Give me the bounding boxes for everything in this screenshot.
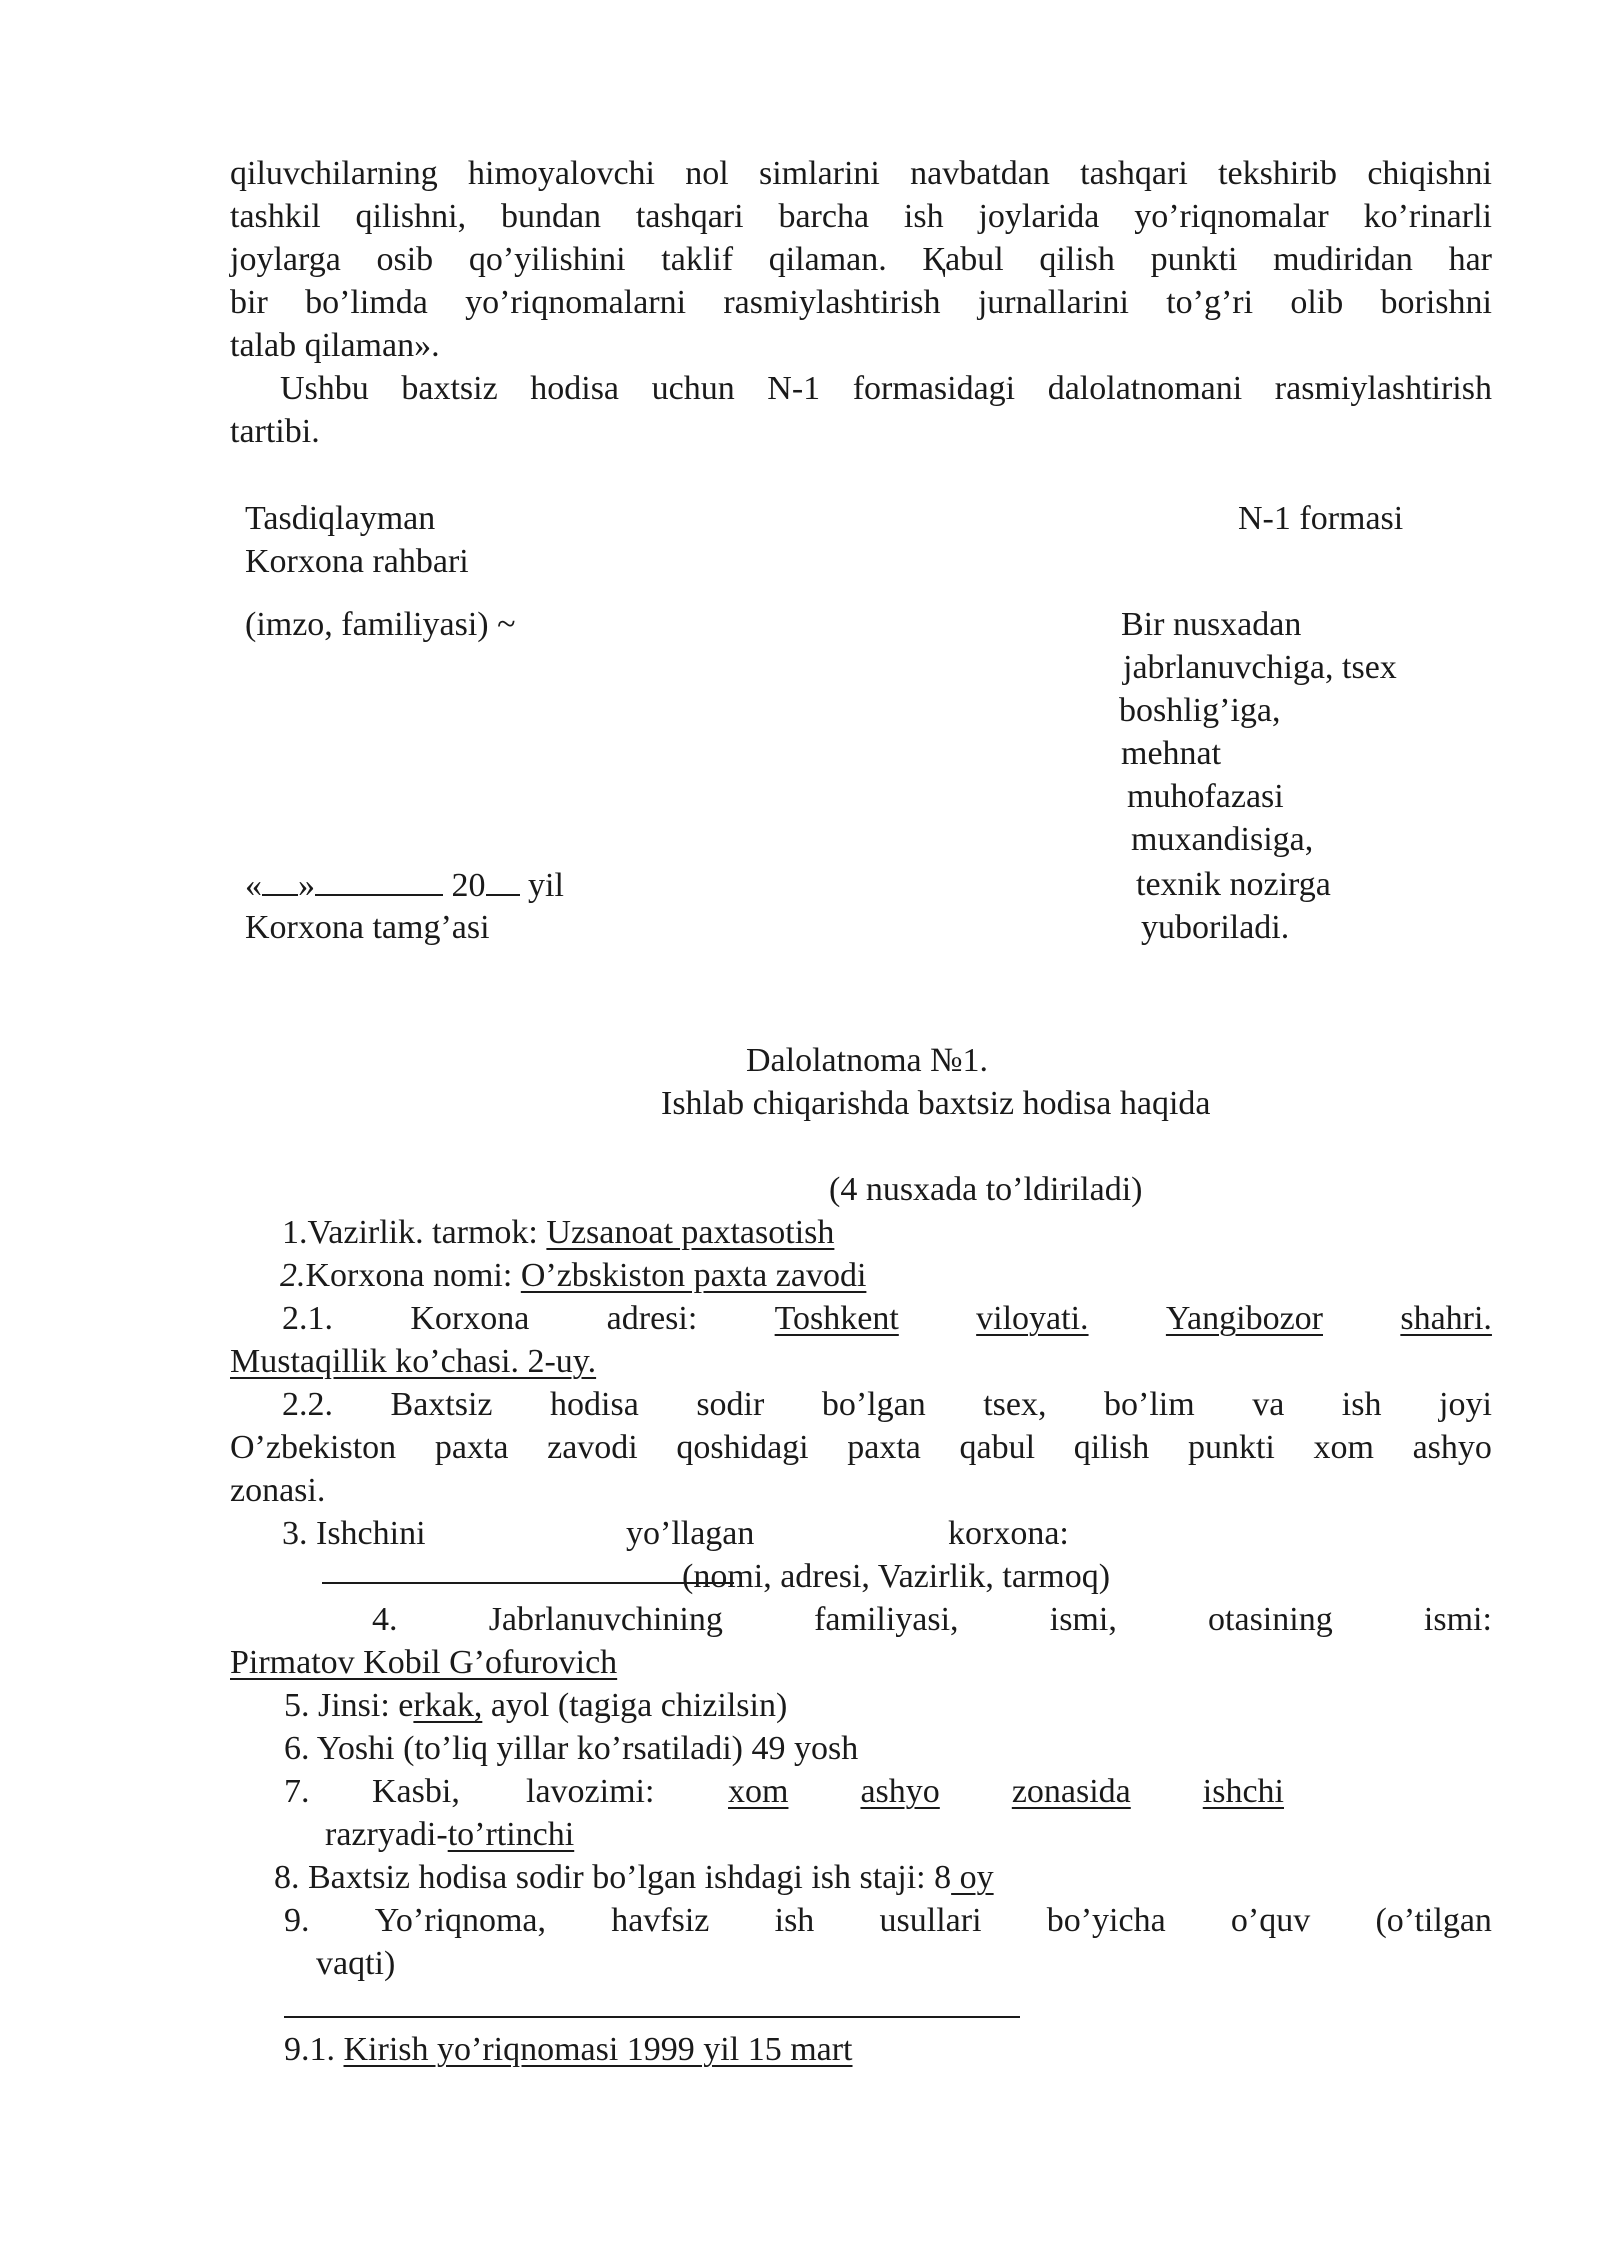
- item-4-w0: 4.: [372, 1601, 398, 1638]
- item-2-2-w2: hodisa: [550, 1386, 639, 1423]
- item-7-v1: ashyo: [860, 1773, 940, 1810]
- item-7-number: 7.: [284, 1773, 310, 1810]
- item-2-2-line-2: [230, 1431, 1492, 1465]
- enterprise-address-label-2: adresi:: [606, 1300, 698, 1337]
- date-open-quote: «: [245, 867, 262, 904]
- item-9: [284, 1904, 1492, 1938]
- induction-label: 9.1.: [284, 2031, 344, 2068]
- address-city-word: shahri.: [1400, 1300, 1492, 1337]
- copies-note: (4 nusxada to’ldiriladi): [829, 1171, 1143, 1208]
- enterprise-name-value: O’zbskiston paxta zavodi: [520, 1257, 867, 1294]
- order-line-2: tartibi.: [230, 413, 320, 450]
- gender-selected: rkak,: [413, 1687, 483, 1724]
- enterprise-head: Korxona rahbari: [245, 543, 469, 580]
- item-2-2-w3: sodir: [696, 1386, 765, 1423]
- item-1: [282, 1216, 834, 1250]
- distribution-line-7: texnik nozirga: [1136, 866, 1331, 903]
- induction-value: Kirish yo’riqnomasi 1999 yil 15 mart: [343, 2031, 853, 2068]
- item-7-v0: xom: [728, 1773, 789, 1810]
- item-7-position: lavozimi:: [526, 1773, 655, 1810]
- date-year: 20: [443, 867, 486, 904]
- address-street: Mustaqillik ko’chasi. 2-uy.: [230, 1343, 597, 1380]
- item-9-w0: 9.: [284, 1902, 310, 1939]
- gender-label: 5. Jinsi: e: [284, 1687, 414, 1724]
- item-2-2-l2-w2: zavodi: [547, 1429, 638, 1466]
- item-9-line-2: vaqti): [316, 1945, 396, 1982]
- item-2-2-l2-w0: O’zbekiston: [230, 1429, 397, 1466]
- victim-name-line: [230, 1646, 617, 1680]
- item-2-2-line-3: zonasi.: [230, 1472, 326, 1509]
- order-line-1: Ushbu baxtsiz hodisa uchun N-1 formasidagi dalolatnomani rasmiylashtirish: [280, 370, 1492, 407]
- item-9-1: [284, 2033, 853, 2067]
- address-region-word: viloyati.: [976, 1300, 1089, 1337]
- item-9-w6: o’quv: [1230, 1902, 1311, 1939]
- item-2-2: [282, 1388, 1492, 1422]
- address-region: Toshkent: [774, 1300, 899, 1337]
- item-4-w5: ismi:: [1423, 1601, 1492, 1638]
- item-2-2-l2-w7: punkti: [1187, 1429, 1275, 1466]
- item-2-number: 2.: [280, 1257, 306, 1294]
- item-3-word-2: yo’llagan: [626, 1515, 755, 1552]
- item-2-2-l2-w3: qoshidagi: [676, 1429, 809, 1466]
- item-4-w4: otasining: [1208, 1601, 1333, 1638]
- item-2: [280, 1259, 866, 1293]
- item-7-v3: ishchi: [1202, 1773, 1284, 1810]
- gender-rest: ayol (tagiga chizilsin): [482, 1687, 788, 1724]
- item-9-w5: bo’yicha: [1046, 1902, 1166, 1939]
- act-title: Dalolatnoma №1.: [746, 1042, 989, 1079]
- item-9-w4: usullari: [879, 1902, 982, 1939]
- intro-line-3: joylarga osib qo’yilishini taklif qilaman. Қabul qilish punkti mudiridan har: [230, 241, 1492, 278]
- item-2-2-w9: joyi: [1439, 1386, 1492, 1423]
- item-9-w2: havfsiz: [611, 1902, 710, 1939]
- grade-value: to’rtinchi: [447, 1816, 575, 1853]
- distribution-line-1: Bir nusxadan: [1121, 606, 1302, 643]
- item-3-number: 3. Ishchini: [282, 1515, 426, 1552]
- grade-label: razryadi-: [325, 1816, 448, 1853]
- enterprise-address-label-1: Korxona: [410, 1300, 530, 1337]
- distribution-line-4: mehnat: [1121, 735, 1222, 772]
- day-blank: [262, 868, 298, 896]
- item-5: [284, 1689, 787, 1723]
- intro-last-line: talab qilaman».: [230, 327, 440, 364]
- item-7-line-2: [325, 1818, 574, 1852]
- act-subtitle: Ishlab chiqarishda baxtsiz hodisa haqida: [661, 1085, 1211, 1122]
- address-city: Yangibozor: [1165, 1300, 1323, 1337]
- enterprise-stamp: Korxona tamg’asi: [245, 909, 490, 946]
- form-name: N-1 formasi: [1238, 500, 1404, 537]
- victim-name: Pirmatov Kobil G’ofurovich: [230, 1644, 618, 1681]
- date-close-quote: »: [298, 867, 315, 904]
- distribution-line-8: yuboriladi.: [1141, 909, 1290, 946]
- item-7-value: [728, 1775, 1284, 1809]
- experience-unit: oy: [951, 1859, 994, 1896]
- experience-label: 8. Baxtsiz hodisa sodir bo’lgan ishdagi ish staji: 8: [274, 1859, 952, 1896]
- item-2-2-l2-w5: qabul: [959, 1429, 1036, 1466]
- approve-label: Tasdiqlayman: [245, 500, 436, 537]
- item-9-w7: (o’tilgan: [1375, 1902, 1492, 1939]
- ministry-value: Uzsanoat paxtasotish: [546, 1214, 835, 1251]
- item-2-2-l2-w9: ashyo: [1412, 1429, 1492, 1466]
- item-2-2-w0: 2.2.: [282, 1386, 333, 1423]
- signature-line: (imzo, familiyasi) ~: [245, 606, 516, 643]
- item-3-hint: (nomi, adresi, Vazirlik, tarmoq): [682, 1558, 1111, 1595]
- item-7-v2: zonasida: [1011, 1773, 1131, 1810]
- item-9-w1: Yo’riqnoma,: [374, 1902, 546, 1939]
- item-2-2-w8: ish: [1341, 1386, 1382, 1423]
- item-9-w3: ish: [774, 1902, 815, 1939]
- item-4: [372, 1603, 1492, 1637]
- sending-enterprise-blank: [322, 1582, 734, 1584]
- item-2-1: [282, 1302, 1492, 1336]
- enterprise-name-label: Korxona nomi:: [305, 1257, 521, 1294]
- item-2-2-l2-w4: paxta: [847, 1429, 921, 1466]
- item-7-profession: Kasbi,: [372, 1773, 460, 1810]
- item-2-2-w1: Baxtsiz: [390, 1386, 493, 1423]
- item-2-2-l2-w1: paxta: [434, 1429, 509, 1466]
- distribution-line-6: muxandisiga,: [1131, 821, 1314, 858]
- year-blank: [486, 868, 520, 896]
- item-2-2-l2-w6: qilish: [1073, 1429, 1150, 1466]
- date-suffix: yil: [519, 867, 564, 904]
- item-2-2-w4: bo’lgan: [821, 1386, 926, 1423]
- item-4-w3: ismi,: [1049, 1601, 1117, 1638]
- distribution-line-5: muhofazasi: [1127, 778, 1284, 815]
- intro-line-4: bir bo’limda yo’riqnomalarni rasmiylashtirish jurnallarini to’g’ri olib borishni: [230, 284, 1492, 321]
- item-8: [274, 1861, 994, 1895]
- item-2-1-number: 2.1.: [282, 1300, 333, 1337]
- item-2-2-w5: tsex,: [983, 1386, 1047, 1423]
- item-2-1-continued: [230, 1345, 596, 1379]
- item-3-word-3: korxona:: [948, 1515, 1069, 1552]
- item-2-2-w6: bo’lim: [1104, 1386, 1195, 1423]
- item-4-w2: familiyasi,: [814, 1601, 959, 1638]
- item-4-w1: Jabrlanuvchining: [488, 1601, 723, 1638]
- month-blank: [315, 868, 443, 896]
- item-2-2-w7: va: [1252, 1386, 1285, 1423]
- item-2-2-l2-w8: xom: [1313, 1429, 1374, 1466]
- distribution-line-3: boshlig’iga,: [1119, 692, 1281, 729]
- instruction-blank: [284, 2016, 1020, 2018]
- intro-line-1: qiluvchilarning himoyalovchi nol simlarini navbatdan tashqari tekshirib chiqishni: [230, 155, 1492, 192]
- ministry-label: 1.Vazirlik. tarmok:: [282, 1214, 547, 1251]
- date-line: [245, 868, 564, 903]
- intro-line-2: tashkil qilishni, bundan tashqari barcha ish joylarida yo’riqnomalar ko’rinarli: [230, 198, 1492, 235]
- item-6: 6. Yoshi (to’liq yillar ko’rsatiladi) 49 yosh: [284, 1730, 859, 1767]
- distribution-line-2: jabrlanuvchiga, tsex: [1123, 649, 1397, 686]
